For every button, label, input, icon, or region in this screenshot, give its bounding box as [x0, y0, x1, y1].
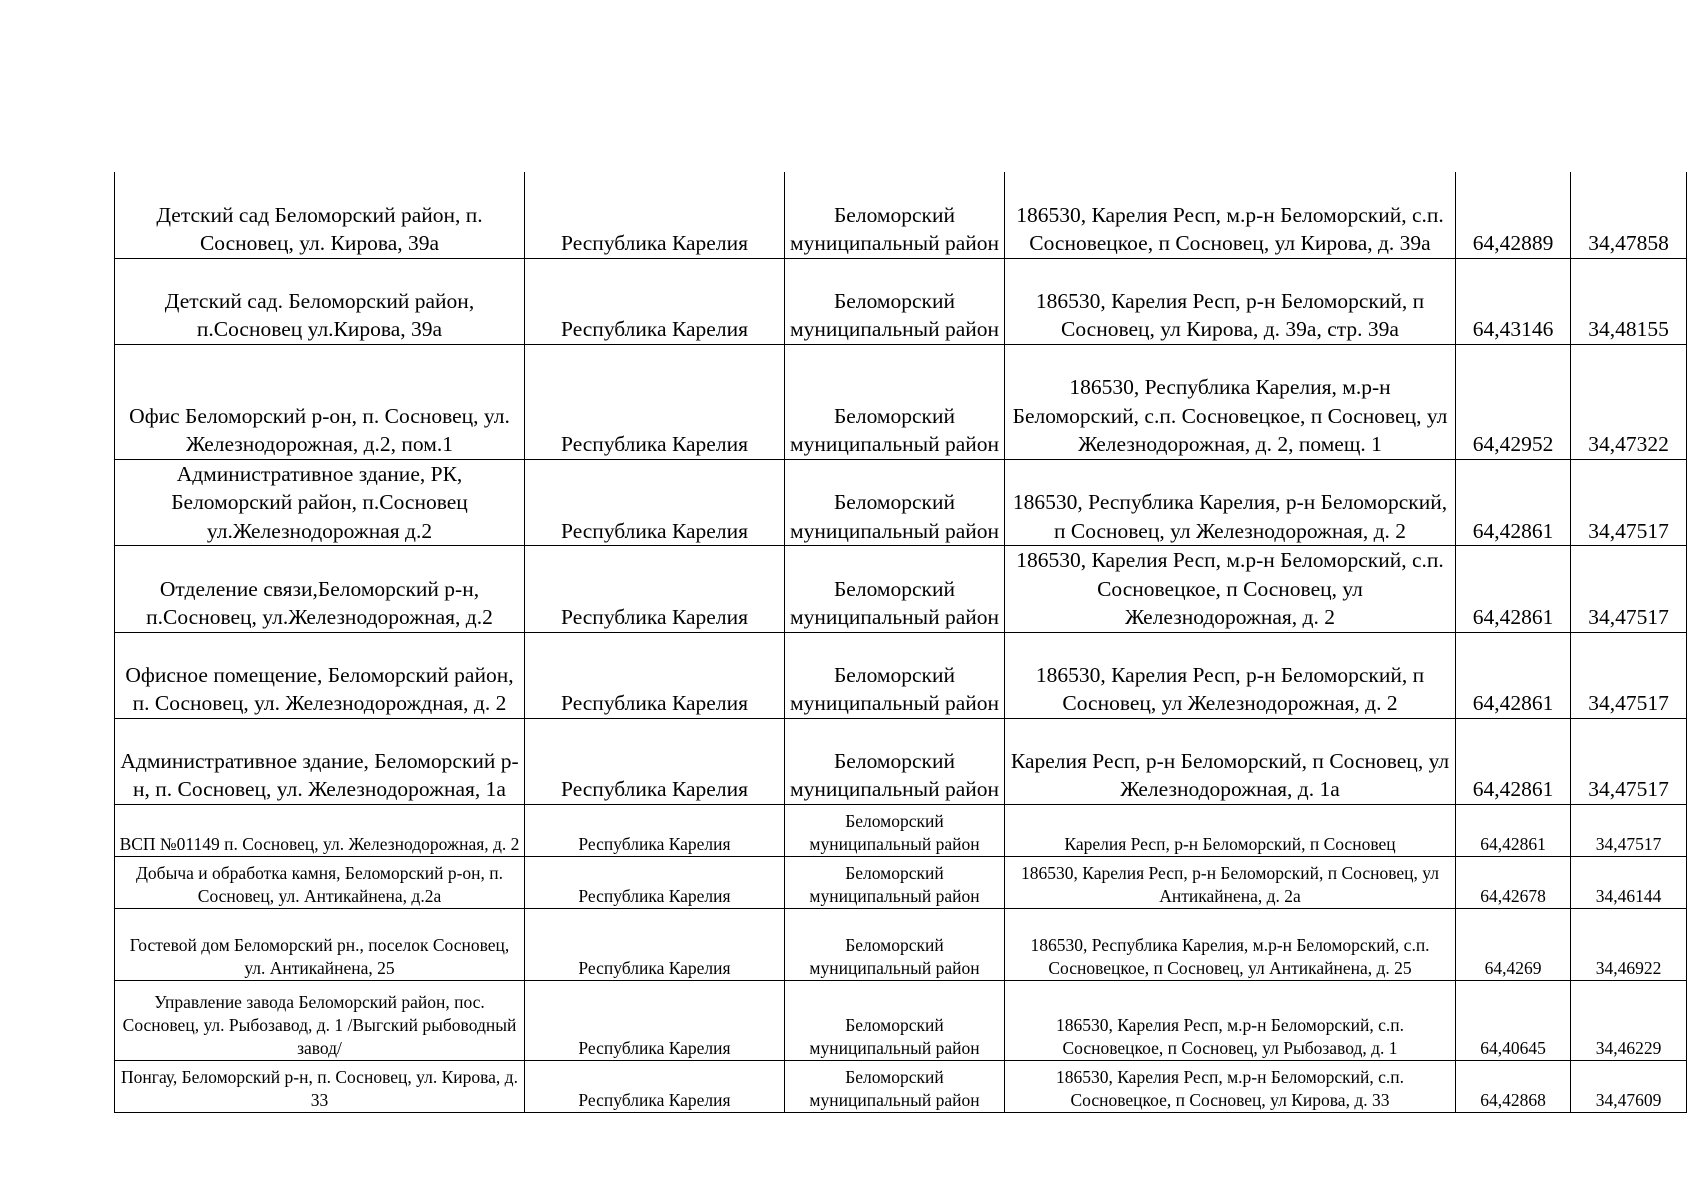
longitude-cell: 34,47517: [1571, 459, 1687, 546]
address-cell: 186530, Карелия Респ, р-н Беломорский, п Сосновец, ул Железнодорожная, д. 2: [1005, 632, 1456, 718]
longitude-cell: 34,47322: [1571, 344, 1687, 459]
table-row: [115, 718, 1687, 804]
longitude-cell: 34,46229: [1571, 980, 1687, 1060]
longitude-cell: 34,47609: [1571, 1060, 1687, 1112]
district-cell: Беломорский муниципальный район: [785, 344, 1005, 459]
address-cell: 186530, Карелия Респ, м.р-н Беломорский, с.п. Сосновецкое, п Сосновец, ул Кирова, д. 39а: [1005, 172, 1456, 258]
longitude-cell: 34,47517: [1571, 804, 1687, 856]
latitude-cell: 64,42861: [1456, 804, 1571, 856]
district-cell: Беломорский муниципальный район: [785, 980, 1005, 1060]
district-cell: Беломорский муниципальный район: [785, 804, 1005, 856]
address-cell: Карелия Респ, р-н Беломорский, п Сосновец: [1005, 804, 1456, 856]
region-cell: Республика Карелия: [525, 172, 785, 258]
longitude-cell: 34,46922: [1571, 908, 1687, 980]
object-name-cell: Управление завода Беломорский район, пос. Сосновец, ул. Рыбозавод, д. 1 /Выгский рыбоводный завод/: [115, 980, 525, 1060]
region-cell: Республика Карелия: [525, 980, 785, 1060]
region-cell: Республика Карелия: [525, 258, 785, 344]
district-cell: Беломорский муниципальный район: [785, 908, 1005, 980]
table-row: [115, 344, 1687, 459]
latitude-cell: 64,42861: [1456, 546, 1571, 633]
longitude-cell: 34,48155: [1571, 258, 1687, 344]
table-row: [115, 546, 1687, 633]
table-row: [115, 459, 1687, 546]
district-cell: Беломорский муниципальный район: [785, 258, 1005, 344]
latitude-cell: 64,42678: [1456, 856, 1571, 908]
address-cell: 186530, Республика Карелия, м.р-н Беломорский, с.п. Сосновецкое, п Сосновец, ул Железнодорожная, д. 2, помещ. 1: [1005, 344, 1456, 459]
latitude-cell: 64,42952: [1456, 344, 1571, 459]
address-cell: Карелия Респ, р-н Беломорский, п Сосновец, ул Железнодорожная, д. 1а: [1005, 718, 1456, 804]
longitude-cell: 34,47517: [1571, 632, 1687, 718]
object-name-cell: Административное здание, Беломорский р-н, п. Сосновец, ул. Железнодорожная, 1а: [115, 718, 525, 804]
latitude-cell: 64,42889: [1456, 172, 1571, 258]
object-name-cell: Административное здание, РК, Беломорский район, п.Сосновец ул.Железнодорожная д.2: [115, 459, 525, 546]
address-cell: 186530, Карелия Респ, м.р-н Беломорский, с.п. Сосновецкое, п Сосновец, ул Кирова, д. 33: [1005, 1060, 1456, 1112]
table-row: [115, 856, 1687, 908]
latitude-cell: 64,4269: [1456, 908, 1571, 980]
district-cell: Беломорский муниципальный район: [785, 459, 1005, 546]
object-name-cell: Детский сад. Беломорский район, п.Сосновец ул.Кирова, 39а: [115, 258, 525, 344]
object-name-cell: Отделение связи,Беломорский р-н, п.Сосновец, ул.Железнодорожная, д.2: [115, 546, 525, 633]
table-row: [115, 980, 1687, 1060]
region-cell: Республика Карелия: [525, 804, 785, 856]
region-cell: Республика Карелия: [525, 1060, 785, 1112]
latitude-cell: 64,42861: [1456, 632, 1571, 718]
latitude-cell: 64,42861: [1456, 718, 1571, 804]
longitude-cell: 34,47517: [1571, 718, 1687, 804]
table-row: [115, 258, 1687, 344]
object-name-cell: Добыча и обработка камня, Беломорский р-он, п. Сосновец, ул. Антикайнена, д.2а: [115, 856, 525, 908]
longitude-cell: 34,47517: [1571, 546, 1687, 633]
longitude-cell: 34,47858: [1571, 172, 1687, 258]
object-name-cell: Офис Беломорский р-он, п. Сосновец, ул. Железнодорожная, д.2, пом.1: [115, 344, 525, 459]
region-cell: Республика Карелия: [525, 459, 785, 546]
address-cell: 186530, Карелия Респ, р-н Беломорский, п Сосновец, ул Антикайнена, д. 2а: [1005, 856, 1456, 908]
district-cell: Беломорский муниципальный район: [785, 1060, 1005, 1112]
address-cell: 186530, Республика Карелия, р-н Беломорский, п Сосновец, ул Железнодорожная, д. 2: [1005, 459, 1456, 546]
table-row: [115, 804, 1687, 856]
region-cell: Республика Карелия: [525, 344, 785, 459]
address-cell: 186530, Республика Карелия, м.р-н Беломорский, с.п. Сосновецкое, п Сосновец, ул Антикайнена, д. 25: [1005, 908, 1456, 980]
object-name-cell: Гостевой дом Беломорский рн., поселок Сосновец, ул. Антикайнена, 25: [115, 908, 525, 980]
address-cell: 186530, Карелия Респ, р-н Беломорский, п Сосновец, ул Кирова, д. 39а, стр. 39а: [1005, 258, 1456, 344]
object-name-cell: Детский сад Беломорский район, п. Сосновец, ул. Кирова, 39а: [115, 172, 525, 258]
longitude-cell: 34,46144: [1571, 856, 1687, 908]
region-cell: Республика Карелия: [525, 908, 785, 980]
table-row: [115, 908, 1687, 980]
latitude-cell: 64,42868: [1456, 1060, 1571, 1112]
district-cell: Беломорский муниципальный район: [785, 546, 1005, 633]
district-cell: Беломорский муниципальный район: [785, 856, 1005, 908]
region-cell: Республика Карелия: [525, 856, 785, 908]
object-name-cell: ВСП №01149 п. Сосновец, ул. Железнодорожная, д. 2: [115, 804, 525, 856]
table-row: [115, 1060, 1687, 1112]
object-name-cell: Понгау, Беломорский р-н, п. Сосновец, ул. Кирова, д. 33: [115, 1060, 525, 1112]
latitude-cell: 64,40645: [1456, 980, 1571, 1060]
district-cell: Беломорский муниципальный район: [785, 172, 1005, 258]
address-cell: 186530, Карелия Респ, м.р-н Беломорский, с.п. Сосновецкое, п Сосновец, ул Рыбозавод, д. 1: [1005, 980, 1456, 1060]
region-cell: Республика Карелия: [525, 632, 785, 718]
latitude-cell: 64,43146: [1456, 258, 1571, 344]
district-cell: Беломорский муниципальный район: [785, 632, 1005, 718]
region-cell: Республика Карелия: [525, 718, 785, 804]
object-name-cell: Офисное помещение, Беломорский район, п. Сосновец, ул. Железнодорождная, д. 2: [115, 632, 525, 718]
latitude-cell: 64,42861: [1456, 459, 1571, 546]
table-row: [115, 632, 1687, 718]
district-cell: Беломорский муниципальный район: [785, 718, 1005, 804]
region-cell: Республика Карелия: [525, 546, 785, 633]
table-row: [115, 172, 1687, 258]
address-cell: 186530, Карелия Респ, м.р-н Беломорский, с.п. Сосновецкое, п Сосновец, ул Железнодорожная, д. 2: [1005, 546, 1456, 633]
address-table: [114, 172, 1687, 1113]
